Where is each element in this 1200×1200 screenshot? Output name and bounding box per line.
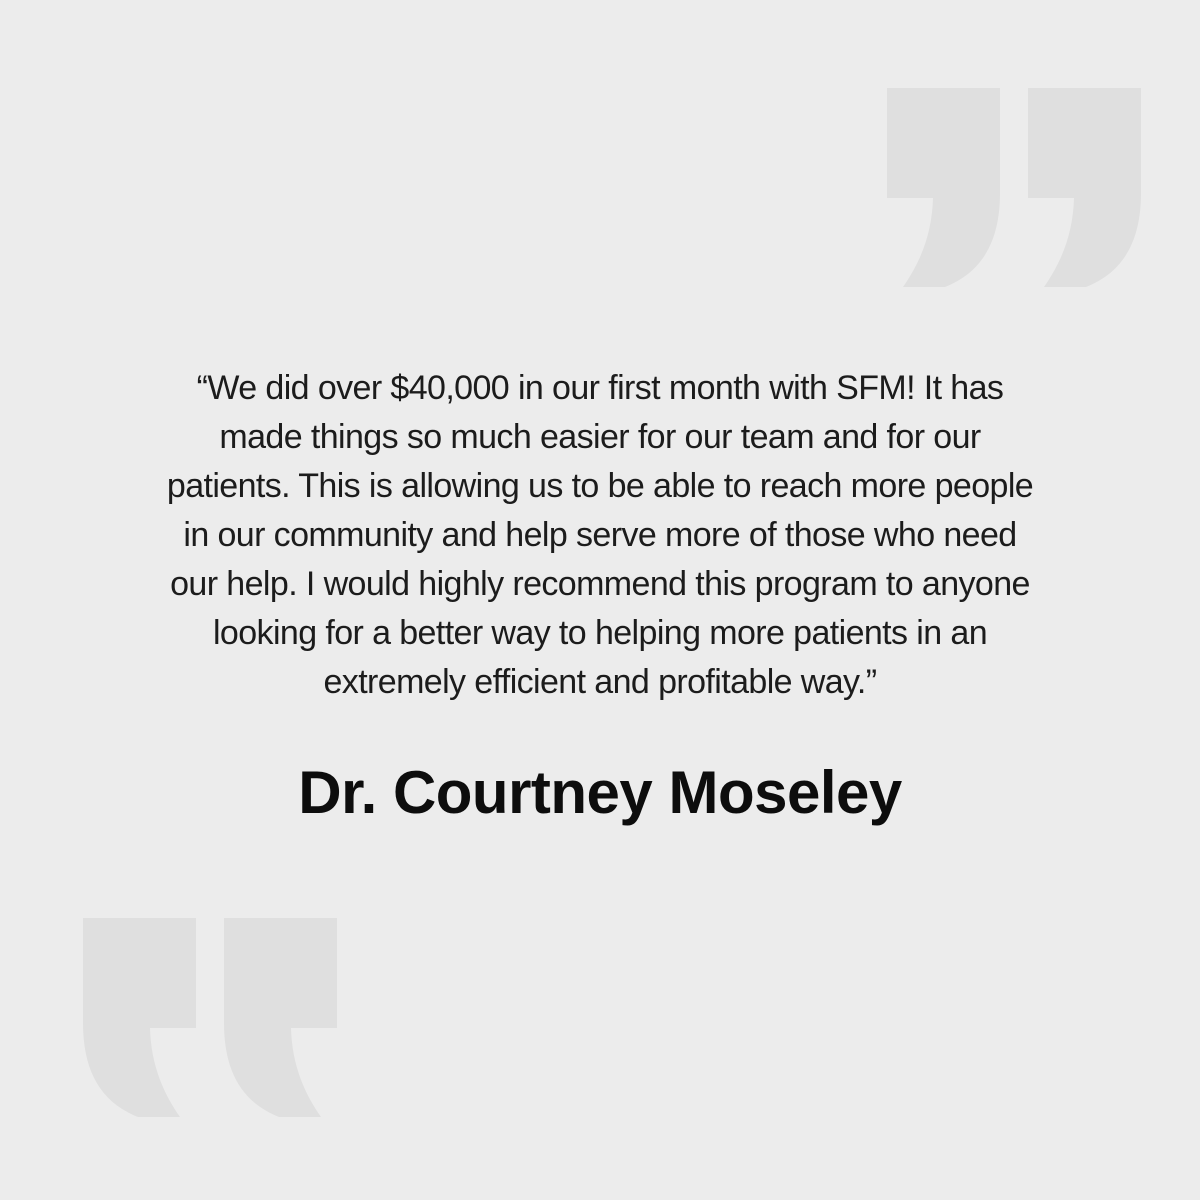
author-name: Dr. Courtney Moseley — [298, 759, 902, 826]
quote-line: looking for a better way to helping more patients in an — [212, 614, 988, 652]
quote-line: extremely efficient and profitable way.” — [323, 663, 877, 701]
testimonial-quote — [0, 364, 1200, 707]
opening-double-quote-icon — [83, 918, 337, 1118]
quote-line: in our community and help serve more of those who need — [183, 516, 1017, 554]
quote-line: “We did over $40,000 in our first month with SFM! It has — [196, 369, 1004, 407]
quote-line: patients. This is allowing us to be able to reach more people — [166, 467, 1034, 505]
quote-line: our help. I would highly recommend this program to anyone — [170, 565, 1030, 603]
quote-line: made things so much easier for our team and for our — [219, 418, 981, 456]
closing-double-quote-icon — [887, 88, 1141, 288]
